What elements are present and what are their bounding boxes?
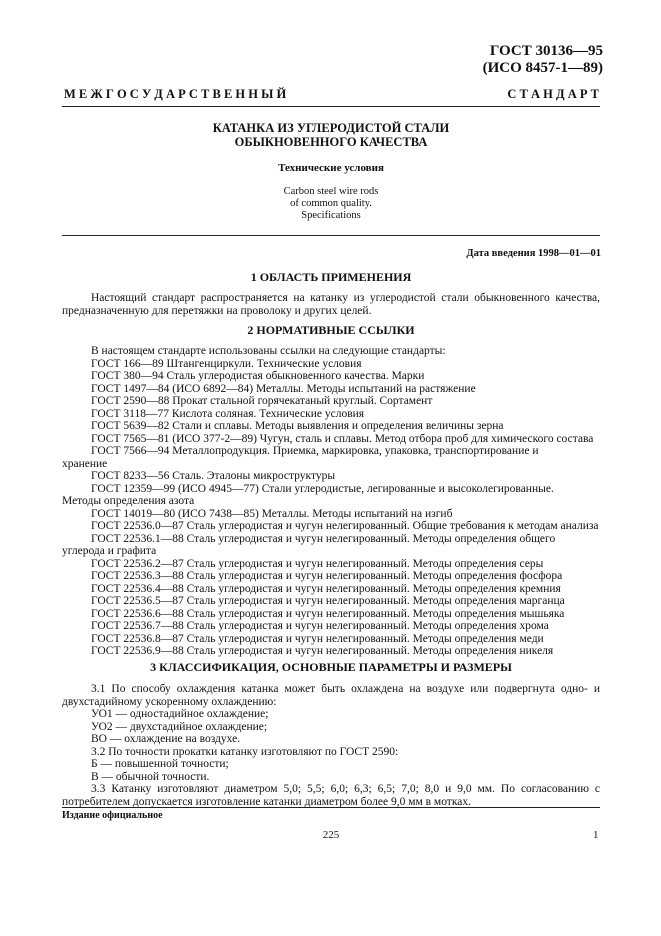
banner-right: С Т А Н Д А Р Т (507, 87, 599, 101)
english-title (62, 186, 600, 222)
paragraph-3-1: 3.1 По способу охлаждения катанка может быть охлаждена на воздухе или подвергнута одно- и двухстадийному ускоренному охлаждению: (62, 683, 600, 708)
section3-heading: 3 КЛАССИФИКАЦИЯ, ОСНОВНЫЕ ПАРАМЕТРЫ И РАЗМЕРЫ (150, 660, 512, 674)
reference-line: ГОСТ 7565—81 (ИСО 377-2—89) Чугун, сталь и сплавы. Метод отбора проб для химического состава (91, 432, 594, 445)
footer-divider (62, 807, 600, 808)
reference-line: ГОСТ 3118—77 Кислота соляная. Технические условия (91, 407, 365, 420)
accuracy-b: Б — повышенной точности; (91, 758, 229, 770)
reference-line: ГОСТ 8233—56 Сталь. Эталоны микроструктуры (91, 470, 336, 482)
gost-code-line2: (ИСО 8457-1—89) (482, 60, 603, 76)
page-mark: 1 (593, 829, 599, 841)
section1-heading: 1 ОБЛАСТЬ ПРИМЕНЕНИЯ (250, 270, 412, 284)
reference-line: ГОСТ 7566—94 Металлопродукция. Приемка, маркировка, упаковка, транспортирование и (91, 445, 539, 457)
title-divider (62, 235, 600, 236)
gost-code (483, 43, 603, 77)
reference-line: ГОСТ 22536.4—88 Сталь углеродистая и чугун нелегированный. Методы определения кремния (91, 582, 561, 595)
reference-line: ГОСТ 14019—80 (ИСО 7438—85) Металлы. Методы испытаний на изгиб (91, 507, 453, 520)
reference-line: ГОСТ 22536.2—87 Сталь углеродистая и чугун нелегированный. Методы определения серы (91, 557, 544, 570)
reference-line: ГОСТ 22536.9—88 Сталь углеродистая и чугун нелегированный. Методы определения никеля (91, 645, 554, 657)
paragraph-3-2: 3.2 По точности прокатки катанку изготовляют по ГОСТ 2590: (91, 745, 399, 758)
document-title (62, 121, 600, 149)
effective-date: Дата введения 1998—01—01 (466, 248, 601, 259)
references-list (62, 358, 600, 658)
reference-line: ГОСТ 1497—84 (ИСО 6892—84) Металлы. Методы испытаний на растяжение (91, 382, 476, 395)
reference-line: ГОСТ 380—94 Сталь углеродистая обыкновенного качества. Марки (91, 370, 425, 382)
standard-banner (64, 87, 599, 102)
reference-line: ГОСТ 166—89 Штангенциркули. Технические условия (91, 357, 362, 370)
reference-line: ГОСТ 22536.3—88 Сталь углеродистая и чугун нелегированный. Методы определения фосфора (91, 570, 563, 582)
accuracy-v: В — обычной точности. (91, 770, 210, 783)
reference-line: ГОСТ 22536.5—87 Сталь углеродистая и чугун нелегированный. Методы определения марганца (91, 595, 565, 607)
reference-line: Методы определения азота (62, 495, 195, 507)
edition-label: Издание официальное (62, 810, 163, 821)
reference-line: ГОСТ 22536.1—88 Сталь углеродистая и чугун нелегированный. Методы определения общего (91, 532, 556, 545)
cooling-vo: ВО — охлаждение на воздухе. (91, 733, 241, 745)
section2-intro: В настоящем стандарте использованы ссылки на следующие стандарты: (91, 345, 446, 357)
reference-line: ГОСТ 5639—82 Стали и сплавы. Методы выявления и определения величины зерна (91, 420, 504, 432)
document-subtitle: Технические условия (278, 162, 384, 174)
reference-line: ГОСТ 2590—88 Прокат стальной горячекатаный круглый. Сортамент (91, 395, 433, 407)
title-line1: КАТАНКА ИЗ УГЛЕРОДИСТОЙ СТАЛИ (212, 121, 450, 135)
title-line2: ОБЫКНОВЕННОГО КАЧЕСТВА (234, 135, 428, 149)
reference-line: ГОСТ 22536.8—87 Сталь углеродистая и чугун нелегированный. Методы определения меди (91, 632, 544, 645)
english-line2: of common quality. (290, 198, 372, 209)
page-number: 225 (322, 829, 340, 841)
reference-line: углерода и графита (62, 545, 157, 557)
reference-line: ГОСТ 22536.7—88 Сталь углеродистая и чугун нелегированный. Методы определения хрома (91, 620, 549, 632)
reference-line: хранение (62, 457, 108, 470)
banner-left: М Е Ж Г О С У Д А Р С Т В Е Н Н Ы Й (64, 87, 287, 101)
gost-code-line1: ГОСТ 30136—95 (489, 43, 603, 59)
section1-text: Настоящий стандарт распространяется на катанку из углеродистой стали обыкновенного качества, предназначенную для перетяжки на проволоку и других целей. (62, 292, 600, 317)
reference-line: ГОСТ 22536.0—87 Сталь углеродистая и чугун нелегированный. Общие требования к методам анализа (91, 520, 599, 532)
english-line1: Carbon steel wire rods (283, 186, 379, 197)
cooling-yo2: УО2 — двухстадийное охлаждение; (91, 720, 268, 733)
english-line3: Specifications (301, 210, 361, 221)
top-divider (62, 106, 600, 107)
paragraph-3-3: 3.3 Катанку изготовляют диаметром 5,0; 5,5; 6,0; 6,3; 6,5; 7,0; 8,0 и 9,0 мм. По согласованию с потребителем допускается изготовление катанки диаметром более 9,0 мм в мотках. (62, 783, 600, 808)
reference-line: ГОСТ 12359—99 (ИСО 4945—77) Стали углеродистые, легированные и высоколегированные. (91, 482, 554, 495)
cooling-yo1: УО1 — одностадийное охлаждение; (91, 708, 269, 720)
reference-line: ГОСТ 22536.6—88 Сталь углеродистая и чугун нелегированный. Методы определения мышьяка (91, 607, 565, 620)
section2-heading: 2 НОРМАТИВНЫЕ ССЫЛКИ (247, 323, 415, 337)
